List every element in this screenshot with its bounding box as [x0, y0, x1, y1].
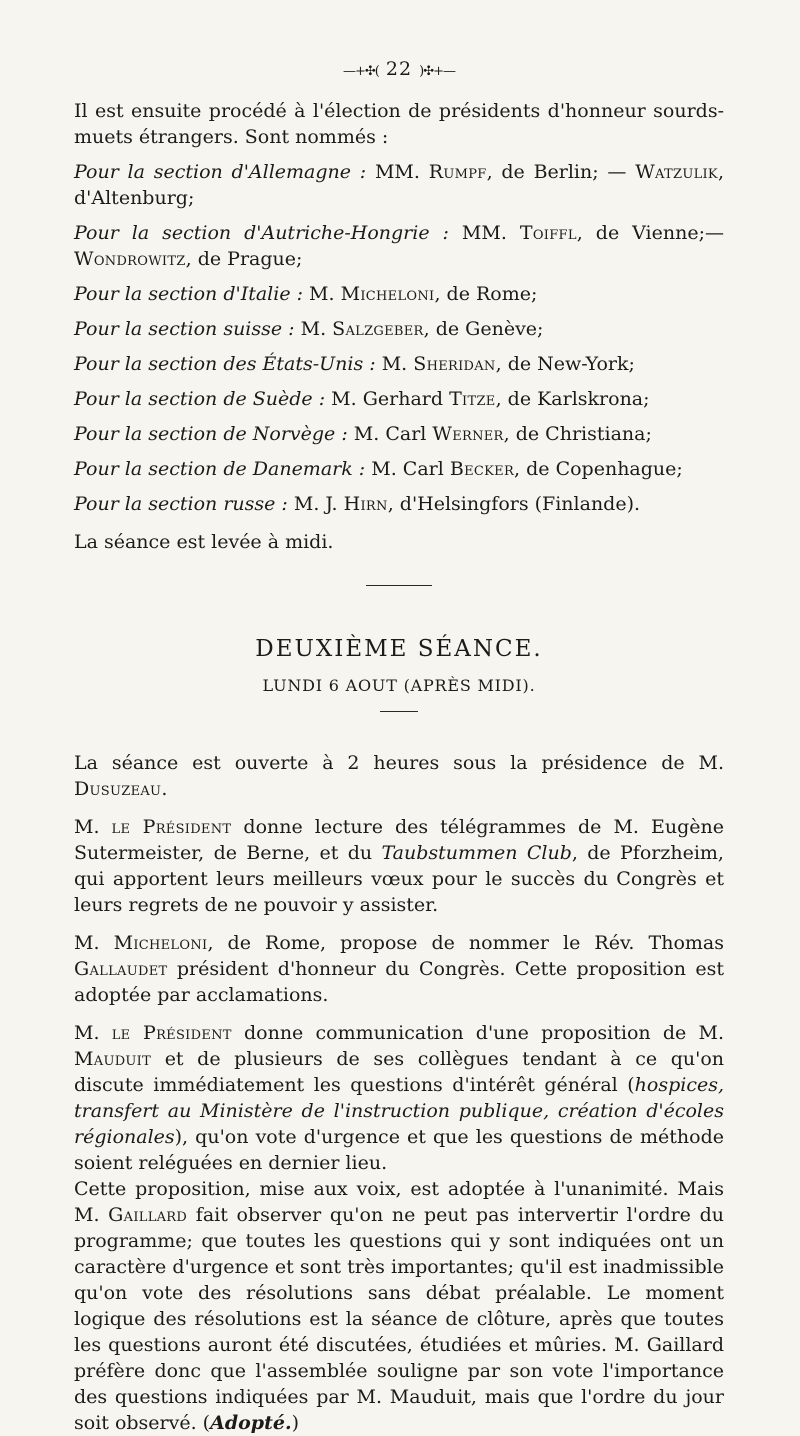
name-dusuzeau: Dusuzeau: [74, 778, 162, 800]
paragraph-gaillard: [74, 1176, 724, 1436]
header-ornament-left: —+✣(: [343, 64, 379, 79]
paragraph-gallaudet: [74, 930, 724, 1008]
section-line: [74, 351, 724, 377]
section-name: Becker: [449, 458, 515, 480]
p4-d: ), qu'on vote d'urgence et que les questions de méthode soient reléguées en dernier lieu.: [74, 1126, 724, 1174]
section-label: Pour la section d'Allemagne :: [74, 161, 367, 183]
page-number: 22: [385, 58, 413, 80]
section-name: Rumpf: [428, 161, 487, 183]
session-title: DEUXIÈME SÉANCE.: [255, 636, 543, 662]
section-label: Pour la section d'Italie :: [74, 283, 304, 305]
section-post: , de Prague;: [185, 248, 303, 270]
p2-b: donne lecture des télégrammes de M. Eugène Sutermeister, de Berne, et du: [74, 816, 724, 864]
section-mid: , de Karlskrona;: [495, 388, 650, 410]
p4-b: donne communication d'une proposition de M.: [231, 1022, 724, 1044]
section-mid: , de Berlin; —: [486, 161, 636, 183]
name-micheloni: Micheloni: [113, 932, 208, 954]
p4-c: et de plusieurs de ses collègues tendant à ce qu'on discute immédiatement les questions d'intérêt général (: [74, 1048, 724, 1096]
adopte-note: Adopté.: [210, 1412, 292, 1434]
section-line: [74, 316, 724, 342]
section-pre: M.: [303, 283, 341, 305]
section-line: [74, 220, 724, 272]
p4-a: M.: [74, 1022, 112, 1044]
section-label: Pour la section de Danemark :: [74, 458, 366, 480]
section-pre: M.: [375, 353, 414, 375]
p2-a: M.: [74, 816, 112, 838]
section-name: Titze: [449, 388, 496, 410]
section-pre: M. Carl: [347, 423, 433, 445]
name-mauduit: Mauduit: [74, 1048, 152, 1070]
section-name: Sheridan: [413, 353, 496, 375]
club-name: Taubstummen Club: [381, 842, 572, 864]
section-mid: , d'Helsingfors (Finlande).: [387, 493, 641, 515]
section-name-second: Wondrowitz: [74, 248, 186, 270]
section-mid: , de Christiana;: [503, 423, 652, 445]
section-line: [74, 491, 724, 517]
session-subtitle: LUNDI 6 AOUT (APRÈS MIDI).: [262, 676, 536, 695]
section-line: [74, 386, 724, 412]
section-name: Werner: [432, 423, 504, 445]
page-header: [74, 58, 724, 80]
section-label: Pour la section suisse :: [74, 318, 295, 340]
paragraph-telegrams: [74, 814, 724, 918]
section-pre: M. Carl: [365, 458, 450, 480]
name-gaillard: Gaillard: [108, 1204, 188, 1226]
p3-b: , de Rome, propose de nommer le Rév. Thomas: [207, 932, 724, 954]
section-name: Salzgeber: [332, 318, 424, 340]
section-pre: M. Gerhard: [325, 388, 450, 410]
paragraph-opening: [74, 750, 724, 802]
le-president: le Président: [111, 816, 232, 838]
section-pre: MM.: [448, 222, 520, 244]
section-divider: [366, 585, 432, 586]
section-label: Pour la section de Norvège :: [74, 423, 348, 445]
p5-c: ): [291, 1412, 299, 1434]
le-president: le Président: [111, 1022, 232, 1044]
section-mid: , de Rome;: [434, 283, 538, 305]
p5-a: Cette proposition, mise aux voix, est adoptée à l'unanimité. Mais M.: [74, 1178, 724, 1226]
section-line: [74, 421, 724, 447]
p3-a: M.: [74, 932, 114, 954]
section-line: [74, 456, 724, 482]
section-mid: , de Vienne;—: [576, 222, 724, 244]
closing-line: La séance est levée à midi.: [74, 531, 334, 553]
section-name-second: Watzulik: [635, 161, 718, 183]
section-label: Pour la section russe :: [74, 493, 288, 515]
section-name: Hirn: [343, 493, 388, 515]
section-mid: , de Genève;: [423, 318, 544, 340]
section-post: , d'Altenburg;: [74, 161, 724, 209]
name-gallaudet: Gallaudet: [74, 958, 168, 980]
intro-paragraph: Il est ensuite procédé à l'élection de présidents d'honneur sourds-muets étrangers. Sont nommés :: [74, 100, 724, 148]
paragraph-mauduit: [74, 1020, 724, 1176]
section-mid: , de Copenhague;: [514, 458, 683, 480]
section-label: Pour la section de Suède :: [74, 388, 326, 410]
section-line: [74, 281, 724, 307]
section-name: Micheloni: [340, 283, 435, 305]
section-pre: MM.: [366, 161, 429, 183]
p5-b: fait observer qu'on ne peut pas intervertir l'ordre du programme; que toutes les questions qui y sont indiquées ont un caractère d'urgence et sont très importantes; qu'il est inadmissible qu'on vote des résolutions sans débat préalable. Le moment logique des résolutions est la séance de clôture, après que toutes les questions auront été discutées, étudiées et mûries. M. Gaillard préfère donc que l'assemblée souligne par son vote l'importance des questions indiquées par M. Mauduit, mais que l'ordre du jour soit observé. (: [74, 1204, 724, 1434]
paragraph-opening-end: .: [161, 778, 168, 800]
section-name: Toiffl: [519, 222, 577, 244]
topics-list: hospices, transfert au Ministère de l'instruction publique, création d'écoles régionales: [74, 1074, 724, 1148]
section-line: [74, 159, 724, 211]
section-label: Pour la section des États-Unis :: [74, 353, 376, 375]
p3-c: président d'honneur du Congrès. Cette proposition est adoptée par acclamations.: [74, 958, 724, 1006]
header-ornament-right: )✣+—: [419, 64, 455, 79]
section-label: Pour la section d'Autriche-Hongrie :: [74, 222, 449, 244]
subtitle-divider: [380, 711, 418, 712]
section-pre: M.: [294, 318, 333, 340]
section-mid: , de New-York;: [495, 353, 635, 375]
sections-list: [74, 159, 724, 517]
section-pre: M. J.: [287, 493, 344, 515]
paragraph-opening-text: La séance est ouverte à 2 heures sous la présidence de M.: [74, 752, 724, 774]
p2-c: , de Pforzheim, qui apportent leurs meilleurs vœux pour le succès du Congrès et leurs regrets de ne pouvoir y assister.: [74, 842, 724, 916]
